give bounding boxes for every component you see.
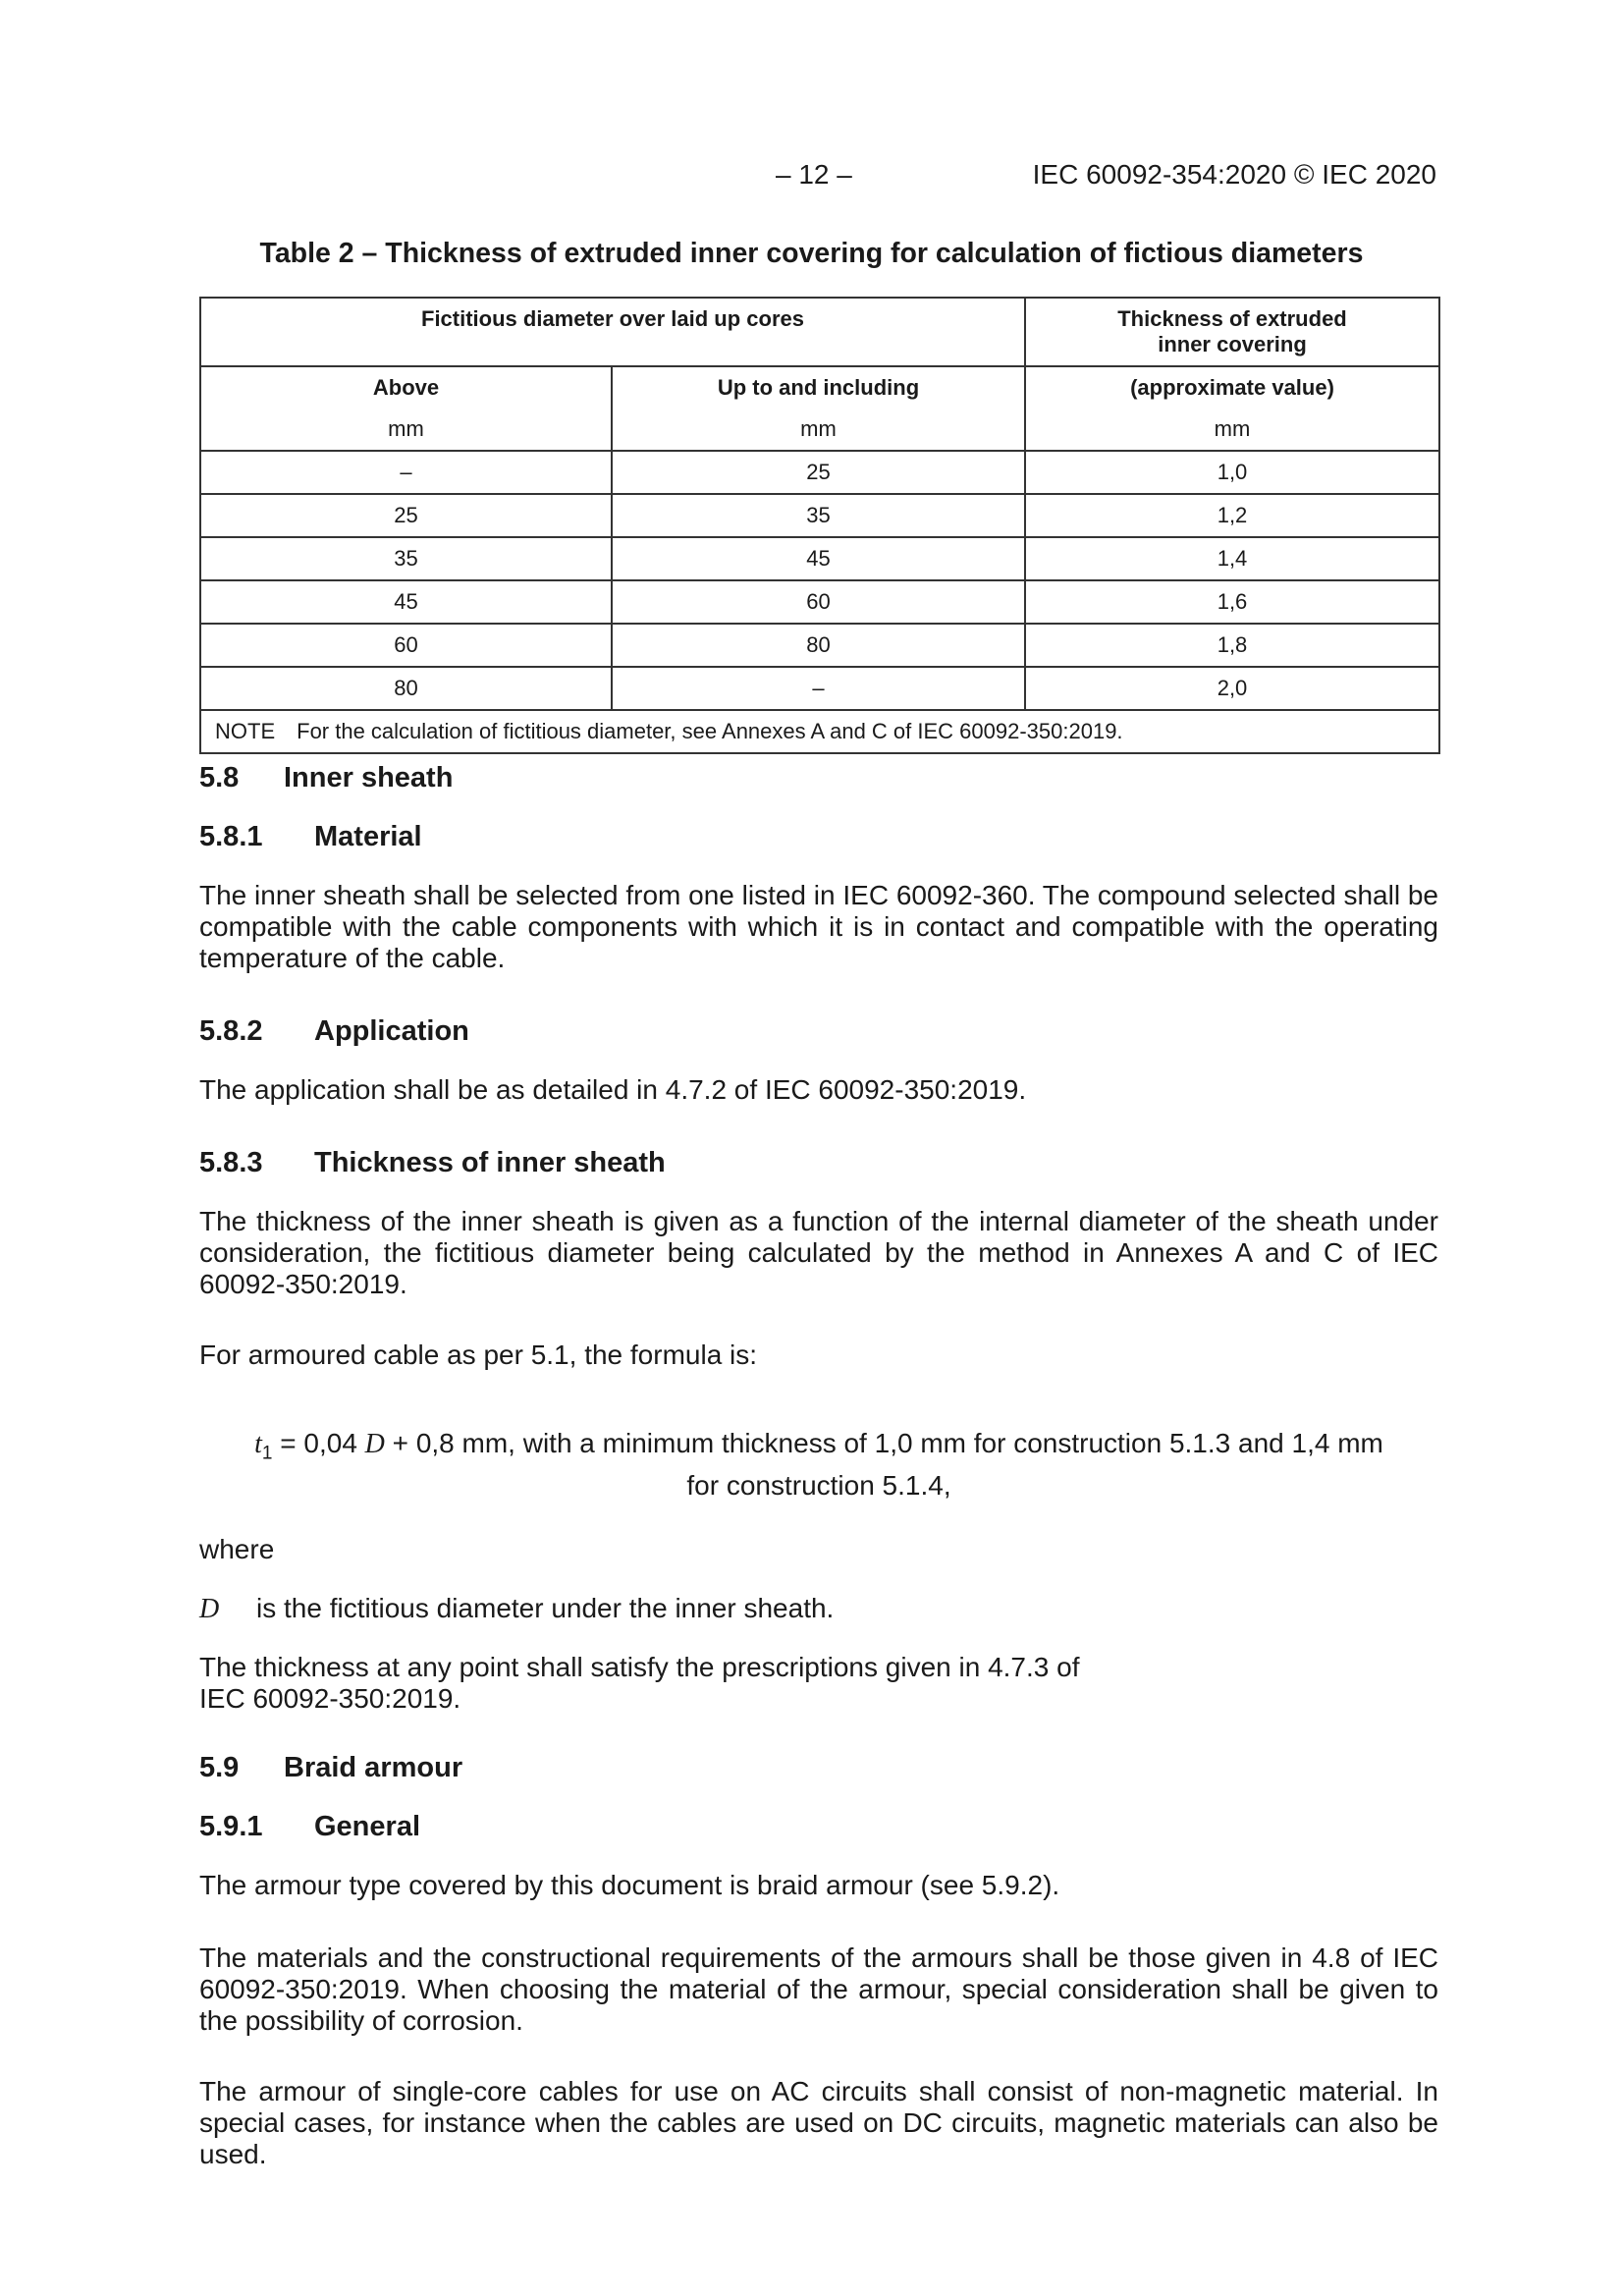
paragraph: The application shall be as detailed in 4.7.2 of IEC 60092-350:2019. <box>199 1074 1027 1105</box>
thickness-table <box>199 297 1440 754</box>
table-row <box>200 537 1439 580</box>
section-heading-5-8-2: 5.8.2 Application <box>199 1015 469 1047</box>
table-cell: 1,6 <box>1025 580 1439 624</box>
unit-cell: mm <box>1025 409 1439 451</box>
table-row <box>200 494 1439 537</box>
table-cell: 60 <box>200 624 612 667</box>
table-row <box>200 667 1439 710</box>
table-note <box>200 710 1439 753</box>
formula: $t_1 = 0,04$ D + 0,8 mm, with a minimum thickness of 1,0 mm for construction 5.1.3 and 1,4 mm for construction 5.1.4, <box>254 1428 1383 1501</box>
unit-cell: mm <box>200 409 612 451</box>
unit-cell: mm <box>612 409 1025 451</box>
table-cell: – <box>200 451 612 494</box>
table-cell: 1,2 <box>1025 494 1439 537</box>
table-cell: 80 <box>200 667 612 710</box>
table-cell: 25 <box>200 494 612 537</box>
standard-reference: IEC 60092-354:2020 © IEC 2020 <box>1032 159 1436 190</box>
note-label: NOTE <box>215 719 276 743</box>
definition: D is the fictitious diameter under the inner sheath. <box>199 1593 835 1624</box>
table-row <box>200 624 1439 667</box>
paragraph: The armour of single-core cables for use on AC circuits shall consist of non-magnetic material. In special cases, for instance when the cables are used on DC circuits, magnetic materials can also be used. <box>199 2076 1438 2169</box>
col-header-above: Above <box>200 366 612 409</box>
page-number: – 12 – <box>776 159 852 190</box>
section-heading-5-8-1: 5.8.1 Material <box>199 821 422 852</box>
col-header-upto: Up to and including <box>612 366 1025 409</box>
table-cell: 1,4 <box>1025 537 1439 580</box>
paragraph: The thickness of the inner sheath is given as a function of the internal diameter of the sheath under consideration, the fictitious diameter being calculated by the method in Annexes A and C of IEC 60092-350:2019. <box>199 1206 1438 1299</box>
section-heading-5-9-1: 5.9.1 General <box>199 1811 420 1842</box>
table-note-row <box>200 710 1439 753</box>
section-heading-5-8-3: 5.8.3 Thickness of inner sheath <box>199 1147 666 1178</box>
table-cell: 35 <box>612 494 1025 537</box>
table-cell: 45 <box>612 537 1025 580</box>
paragraph: The armour type covered by this document is braid armour (see 5.9.2). <box>199 1870 1060 1900</box>
paragraph: For armoured cable as per 5.1, the formula is: <box>199 1339 758 1370</box>
table-cell: 1,8 <box>1025 624 1439 667</box>
table-cell: 60 <box>612 580 1025 624</box>
table-cell: 80 <box>612 624 1025 667</box>
table-cell: 45 <box>200 580 612 624</box>
paragraph: The materials and the constructional requirements of the armours shall be those given in 4.8 of IEC 60092-350:2019. When choosing the material of the armour, special consideration shall be given to the possibility of corrosion. <box>199 1942 1438 2036</box>
thickness-header: Thickness of extruded inner covering <box>1025 298 1439 366</box>
table-cell: 2,0 <box>1025 667 1439 710</box>
paragraph: The inner sheath shall be selected from one listed in IEC 60092-360. The compound selected shall be compatible with the cable components with which it is in contact and compatible with the operating temperature of the cable. <box>199 880 1438 973</box>
table-row <box>200 580 1439 624</box>
table-cell: 35 <box>200 537 612 580</box>
note-text: For the calculation of fictitious diameter, see Annexes A and C of IEC 60092-350:2019. <box>297 719 1123 743</box>
table-caption: Table 2 – Thickness of extruded inner covering for calculation of fictious diameters <box>259 238 1364 269</box>
table-cell: – <box>612 667 1025 710</box>
table-cell: 1,0 <box>1025 451 1439 494</box>
table-row <box>200 451 1439 494</box>
paragraph: The thickness at any point shall satisfy the prescriptions given in 4.7.3 of IEC 60092-350:2019. <box>199 1652 1080 1714</box>
col-header-approx: (approximate value) <box>1025 366 1439 409</box>
section-heading-5-9: 5.9 Braid armour <box>199 1752 463 1783</box>
table-cell: 25 <box>612 451 1025 494</box>
where-label: where <box>199 1534 275 1564</box>
section-heading-5-8: 5.8 Inner sheath <box>199 762 454 793</box>
group-header: Fictitious diameter over laid up cores <box>200 298 1025 366</box>
